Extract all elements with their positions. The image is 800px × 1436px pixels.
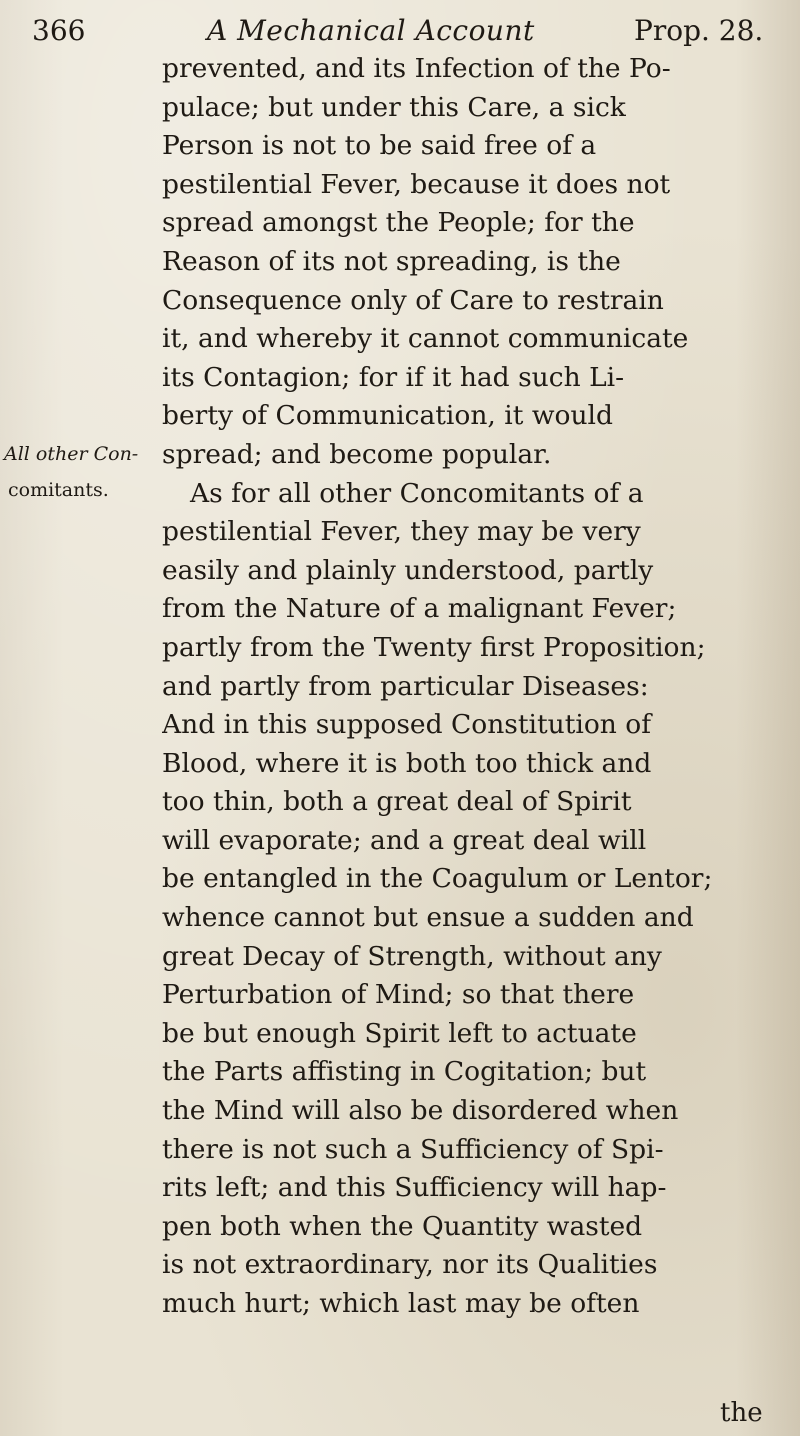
- text-line: Perturbation of Mind; so that there: [162, 979, 635, 1011]
- text-line: partly from the Twenty first Proposition;: [162, 631, 706, 663]
- text-line: the Mind will also be disordered when: [162, 1095, 679, 1127]
- text-line: spread; and become popular.: [162, 438, 552, 470]
- proposition-label: Prop. 28.: [634, 14, 764, 47]
- text-line: prevented, and its Infection of the Po-: [162, 53, 671, 84]
- text-line: and partly from particular Diseases:: [162, 670, 649, 702]
- text-line: Reason of its not spreading, is the: [162, 245, 621, 277]
- text-line: Person is not to be said free of a: [162, 130, 597, 162]
- body-text: [162, 50, 782, 1324]
- text-line: Consequence only of Care to restrain: [162, 284, 664, 316]
- text-line: rits left; and this Sufficiency will hap-: [162, 1172, 667, 1204]
- text-line: As for all other Concomitants of a: [190, 477, 644, 509]
- text-line: pen both when the Quantity wasted: [162, 1210, 643, 1242]
- text-line: Blood, where it is both too thick and: [162, 747, 652, 779]
- text-line: great Decay of Strength, without any: [162, 940, 662, 972]
- running-title: A Mechanical Account: [207, 14, 535, 47]
- text-line: be entangled in the Coagulum or Lentor;: [162, 863, 713, 895]
- text-line: whence cannot but ensue a sudden and: [162, 902, 694, 934]
- text-line: pestilential Fever, they may be very: [162, 516, 641, 548]
- page-number: 366: [32, 14, 86, 47]
- text-line: there is not such a Sufficiency of Spi-: [162, 1133, 664, 1165]
- text-line: be but enough Spirit left to actuate: [162, 1017, 637, 1049]
- text-line: pulace; but under this Care, a sick: [162, 91, 626, 123]
- text-line: the Parts affisting in Cogitation; but: [162, 1056, 647, 1088]
- catchword: the: [720, 1398, 763, 1428]
- text-line: will evaporate; and a great deal will: [162, 824, 647, 856]
- text-line: its Contagion; for if it had such Li-: [162, 361, 625, 393]
- page-header: [32, 10, 772, 52]
- text-line: pestilential Fever, because it does not: [162, 168, 671, 200]
- text-line: too thin, both a great deal of Spirit: [162, 786, 632, 818]
- margin-note-line: comitants.: [8, 479, 109, 501]
- text-line: easily and plainly understood, partly: [162, 554, 654, 586]
- text-line: it, and whereby it cannot communicate: [162, 323, 689, 355]
- text-line: And in this supposed Constitution of: [162, 709, 652, 741]
- text-line: is not extraordinary, nor its Qualities: [162, 1249, 658, 1281]
- margin-note: [4, 436, 154, 508]
- text-line: much hurt; which last may be often: [162, 1288, 640, 1319]
- text-line: berty of Communication, it would: [162, 400, 613, 432]
- text-line: spread amongst the People; for the: [162, 207, 635, 239]
- margin-note-line: All other Con-: [4, 443, 139, 465]
- text-line: from the Nature of a malignant Fever;: [162, 593, 677, 625]
